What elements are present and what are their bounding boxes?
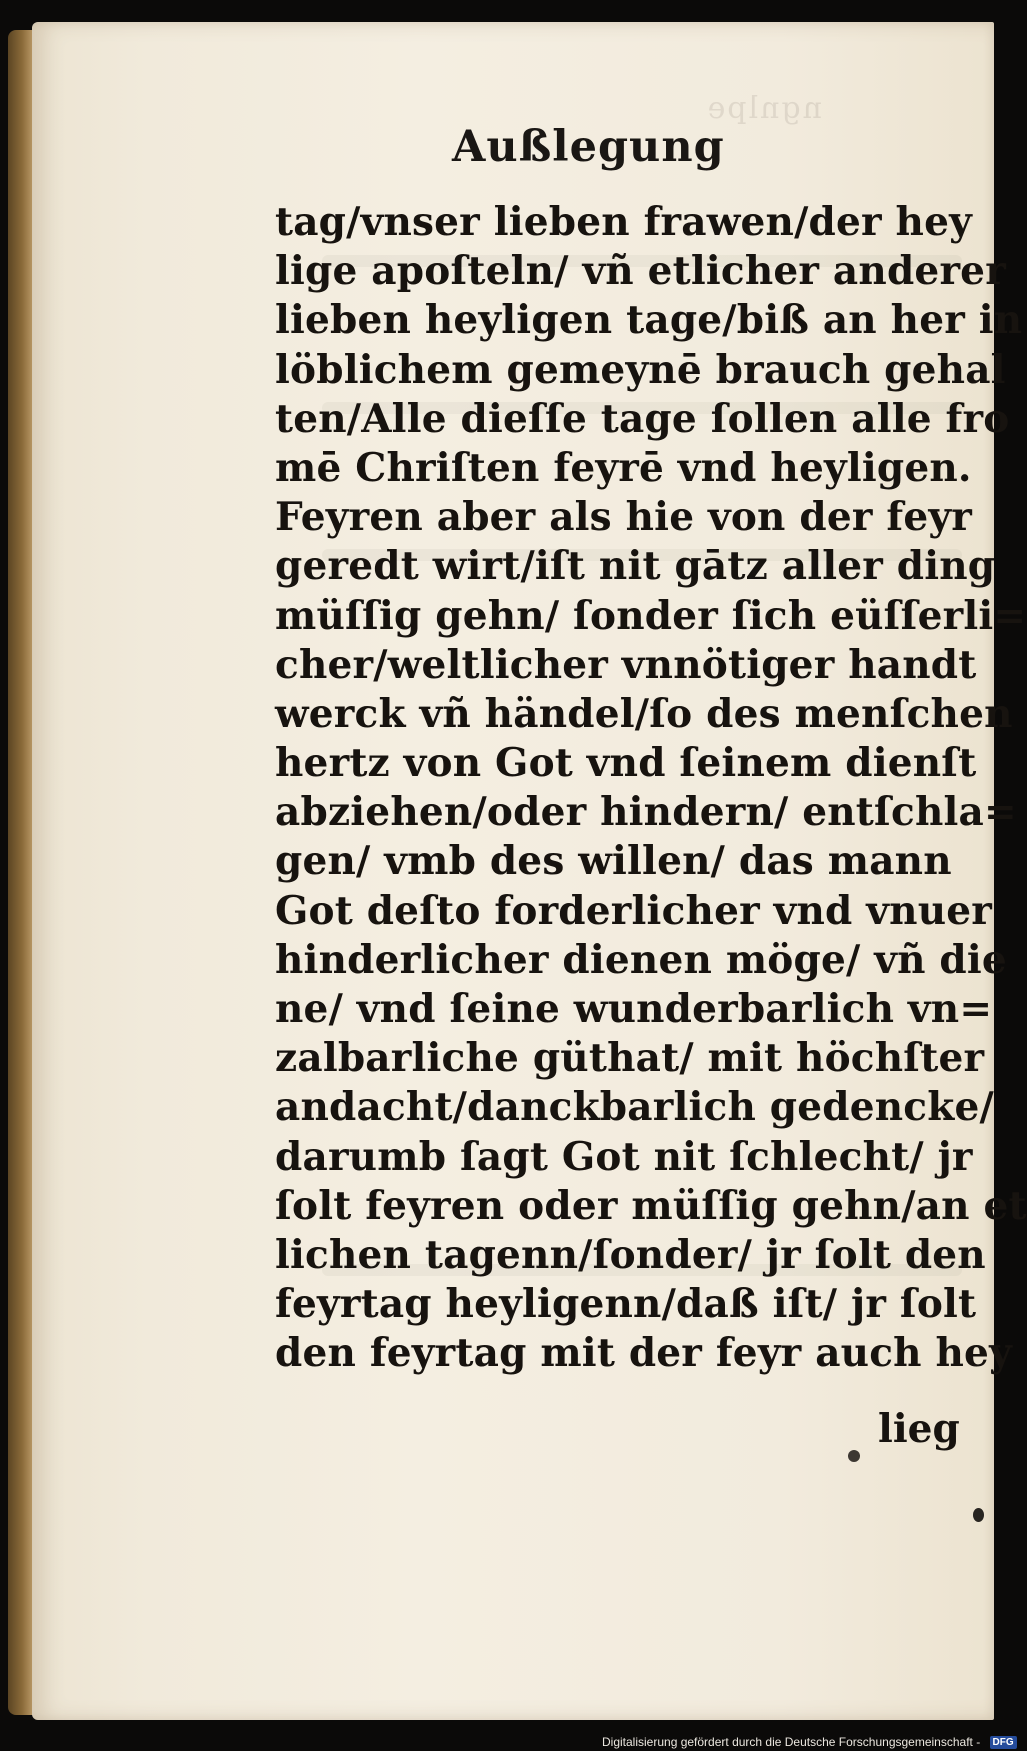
hole-icon <box>973 1508 984 1522</box>
footer-credit-text: Digitalisierung gefördert durch die Deutsche Forschungsgemeinschaft - <box>602 1735 981 1749</box>
text-line-13: abziehen/oder hindern/ entſchla= <box>275 789 1017 836</box>
footer-credit <box>602 1734 1014 1750</box>
text-line-14: gen/ vmb des willen/ das mann <box>275 838 952 885</box>
page-header: Außlegung <box>452 122 725 172</box>
dot-icon <box>848 1450 860 1462</box>
text-line-9: müſſig gehn/ ſonder ſich eüſſerli= <box>275 592 1027 639</box>
text-line-10: cher/weltlicher vnnötiger handt <box>275 641 977 688</box>
text-line-16: hinderlicher dienen möge/ vñ die <box>275 936 1007 983</box>
text-line-15: Got deſto forderlicher vnd vnuer <box>275 887 993 934</box>
text-line-24: den feyrtag mit der feyr auch hey <box>275 1330 1012 1377</box>
text-line-18: zalbarliche güthat/ mit höchſter <box>275 1035 985 1082</box>
text-line-19: andacht/danckbarlich gedencke/ <box>275 1084 994 1131</box>
text-line-8: geredt wirt/iſt nit gātz aller ding <box>275 543 996 590</box>
text-line-21: ſolt feyren oder müſſig gehn/an et <box>275 1182 1027 1229</box>
text-line-17: ne/ vnd ſeine wunderbarlich vn= <box>275 986 993 1032</box>
text-line-1: tag/vnser lieben frawen/der hey <box>275 199 972 245</box>
text-line-12: hertz von Got vnd ſeinem dienſt <box>275 740 977 787</box>
text-line-6: mē Chriſten feyrē vnd heyligen. <box>275 444 972 491</box>
text-block <box>275 198 1027 1379</box>
text-line-23: feyrtag heyligenn/daß iſt/ jr ſolt <box>275 1281 977 1328</box>
text-line-4: löblichem gemeynē brauch gehal <box>275 346 1006 393</box>
show-through-text: ngnlpe <box>705 91 822 126</box>
text-line-11: werck vñ händel/ſo des menſchen <box>275 690 1013 737</box>
text-line-20: darumb ſagt Got nit ſchlecht/ jr <box>275 1133 973 1180</box>
catchword: lieg <box>878 1406 960 1452</box>
text-line-22: lichen tagenn/ſonder/ jr ſolt den <box>275 1231 986 1278</box>
text-line-5: ten/Alle dieſſe tage ſollen alle fro <box>275 395 1010 442</box>
text-line-7: Feyren aber als hie von der feyr <box>275 494 972 541</box>
text-line-3: lieben heyligen tage/biß an her in <box>275 297 1023 344</box>
dfg-logo: DFG <box>990 1736 1017 1749</box>
text-line-2: lige apoſteln/ vñ etlicher anderer <box>275 248 1006 295</box>
